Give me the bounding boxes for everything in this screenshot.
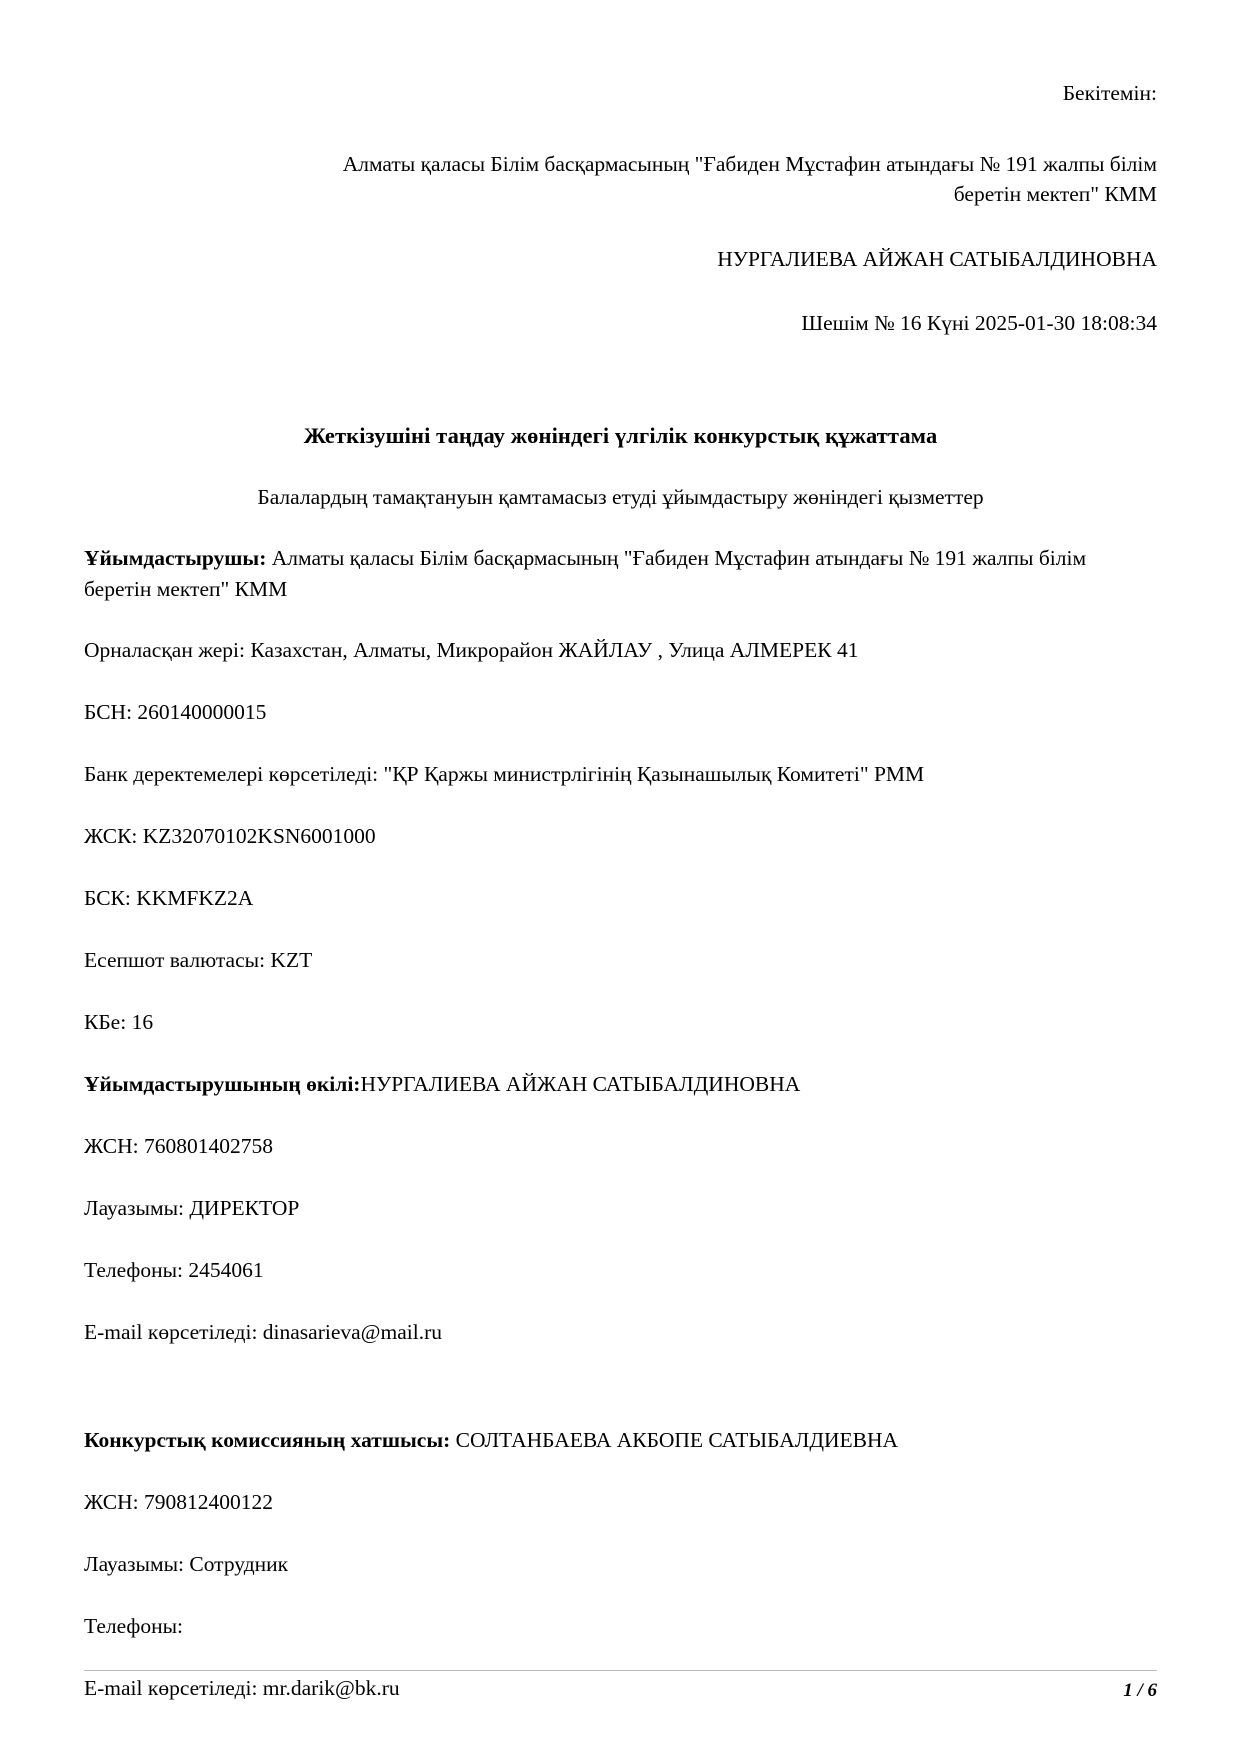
representative-name: НУРГАЛИЕВА АЙЖАН САТЫБАЛДИНОВНА	[360, 1072, 801, 1097]
representative-paragraph	[84, 1069, 1157, 1100]
section-spacer	[84, 1379, 1157, 1425]
organizer-paragraph	[84, 543, 1157, 605]
page-number: 1 / 6	[1123, 1680, 1157, 1701]
document-body	[84, 543, 1157, 1704]
organizer-address: Орналасқан жері: Казахстан, Алматы, Микрорайон ЖАЙЛАУ , Улица АЛМЕРЕК 41	[84, 638, 859, 663]
secretary-paragraph	[84, 1425, 1157, 1456]
approval-label: Бекітемін:	[1062, 81, 1157, 105]
representative-iin: ЖСН: 760801402758	[84, 1134, 273, 1159]
representative-phone: Телефоны: 2454061	[84, 1258, 264, 1283]
organizer-bik: БСК: KKMFKZ2A	[84, 886, 254, 911]
organizer-currency: Есепшот валютасы: KZT	[84, 948, 313, 973]
page-title: Жеткізушіні таңдау жөніндегі үлгілік конкурстық құжаттама	[303, 422, 938, 448]
organizer-iik: ЖСК: KZ32070102KSN6001000	[84, 824, 376, 849]
organizer-kbe: КБе: 16	[84, 1010, 154, 1035]
secretary-label: Конкурстық комиссияның хатшысы:	[84, 1427, 451, 1452]
document-header	[84, 78, 1157, 339]
representative-email: E-mail көрсетіледі: dinasarieva@mail.ru	[84, 1319, 442, 1344]
organizer-bin: БСН: 260140000015	[84, 700, 267, 725]
organizer-bank-details: Банк деректемелері көрсетіледі: "ҚР Қаржы министрлігінің Қазынашылық Комитеті" РММ	[84, 762, 925, 787]
representative-label: Ұйымдастырушының өкілі:	[84, 1072, 361, 1097]
approving-person: НУРГАЛИЕВА АЙЖАН САТЫБАЛДИНОВНА	[717, 246, 1157, 271]
secretary-phone: Телефоны:	[84, 1613, 183, 1638]
secretary-iin: ЖСН: 790812400122	[84, 1489, 273, 1514]
secretary-email: E-mail көрсетіледі: mr.darik@bk.ru	[84, 1675, 400, 1700]
secretary-name: СОЛТАНБАЕВА АКБОПЕ САТЫБАЛДИЕВНА	[450, 1427, 899, 1452]
representative-position: Лауазымы: ДИРЕКТОР	[84, 1196, 300, 1221]
page-subtitle: Балалардың тамақтануын қамтамасыз етуді ұйымдастыру жөніндегі қызметтер	[257, 484, 984, 509]
approving-organization: Алматы қаласы Білім басқармасының "Ғабиден Мұстафин атындағы № 191 жалпы білім беретін мектеп" КММ	[342, 151, 1157, 207]
organizer-value: Алматы қаласы Білім басқармасының "Ғабиден Мұстафин атындағы № 191 жалпы білім беретін мектеп" КММ	[84, 545, 1087, 601]
decision-reference: Шешім № 16 Күні 2025-01-30 18:08:34	[801, 311, 1157, 336]
organizer-label: Ұйымдастырушы:	[84, 545, 267, 570]
page-footer	[84, 1670, 1157, 1702]
secretary-position: Лауазымы: Сотрудник	[84, 1551, 289, 1576]
